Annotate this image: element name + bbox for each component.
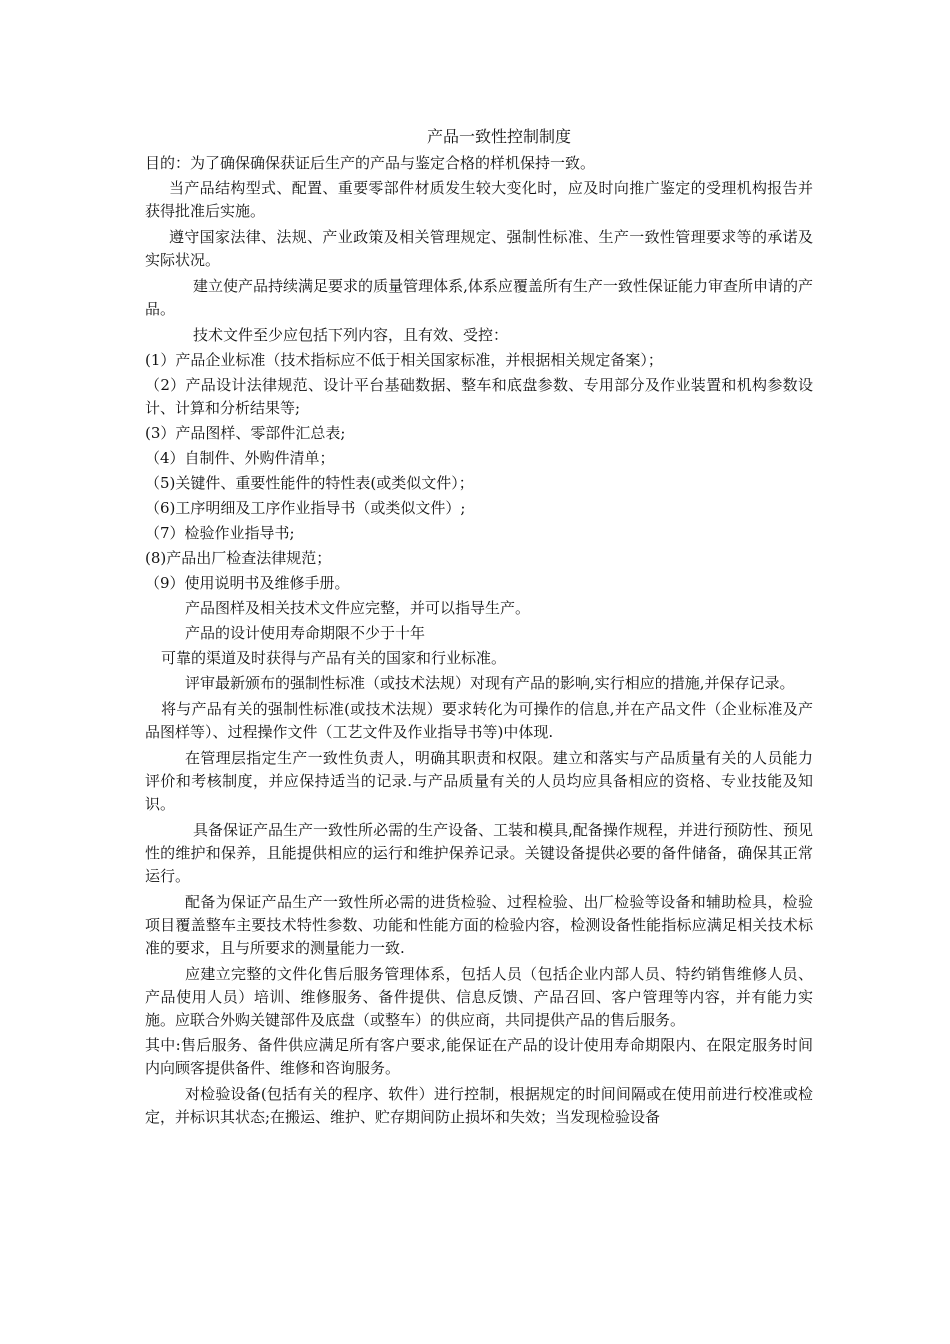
document-page [145, 124, 813, 1132]
paragraph-technical-docs: 技术文件至少应包括下列内容，且有效、受控： [193, 326, 509, 344]
paragraph-structure-change: 当产品结构型式、配置、重要零部件材质发生较大变化时，应及时向推广鉴定的受理机构报告并获得批准后实施。 [145, 179, 813, 220]
paragraph-inspection: 配备为保证产品生产一致性所必需的进货检验、过程检验、出厂检验等设备和辅助检具，检验项目覆盖整车主要技术特性参数、功能和性能方面的检验内容，检测设备性能指标应满足相关技术标准的要求，且与所要求的测量能力一致. [145, 893, 813, 957]
document-title: 产品一致性控制制度 [426, 127, 571, 146]
paragraph-compliance: 遵守国家法律、法规、产业政策及相关管理规定、强制性标准、生产一致性管理要求等的承诺及实际状况。 [145, 228, 813, 269]
list-item: (3）产品图样、零部件汇总表; [145, 424, 346, 442]
list-item: （7）检验作业指导书; [145, 524, 295, 542]
paragraph-quality-system: 建立使产品持续满足要求的质量管理体系,体系应覆盖所有生产一致性保证能力审查所申请的产品。 [145, 277, 813, 318]
paragraph-purpose: 目的：为了确保确保获证后生产的产品与鉴定合格的样机保持一致。 [145, 154, 596, 172]
paragraph-service-life: 产品的设计使用寿命期限不少于十年 [185, 624, 426, 642]
paragraph-after-sales-detail: 其中:售后服务、备件供应满足所有客户要求,能保证在产品的设计使用寿命期限内、在限定服务时间内向顾客提供备件、维修和咨询服务。 [145, 1036, 813, 1077]
paragraph-after-sales: 应建立完整的文件化售后服务管理体系，包括人员（包括企业内部人员、特约销售维修人员、产品使用人员）培训、维修服务、备件提供、信息反馈、产品召回、客户管理等内容，并有能力实施。应联合外购关键部件及底盘（或整车）的供应商，共同提供产品的售后服务。 [145, 965, 813, 1029]
paragraph-review-standards: 评审最新颁布的强制性标准（或技术法规）对现有产品的影响,实行相应的措施,并保存记录。 [185, 674, 795, 692]
paragraph-drawings: 产品图样及相关技术文件应完整，并可以指导生产。 [185, 599, 531, 617]
paragraph-management: 在管理层指定生产一致性负责人，明确其职责和权限。建立和落实与产品质量有关的人员能力评价和考核制度，并应保持适当的记录.与产品质量有关的人员均应具备相应的资格、专业技能及知识。 [145, 749, 813, 813]
list-item: （5)关键件、重要性能件的特性表(或类似文件）； [145, 474, 474, 492]
list-item: （2）产品设计法律规范、设计平台基础数据、整车和底盘参数、专用部分及作业装置和机构参数设计、计算和分析结果等; [145, 376, 813, 417]
paragraph-standards-channel: 可靠的渠道及时获得与产品有关的国家和行业标准。 [161, 649, 507, 667]
paragraph-convert-requirements: 将与产品有关的强制性标准(或技术法规）要求转化为可操作的信息,并在产品文件（企业标准及产品图样等）、过程操作文件（工艺文件及作业指导书等)中体现. [145, 700, 813, 741]
list-item: （6)工序明细及工序作业指导书（或类似文件）; [145, 499, 466, 517]
list-item: （9）使用说明书及维修手册。 [145, 574, 350, 592]
list-item: (1）产品企业标准（技术指标应不低于相关国家标准，并根据相关规定备案）； [145, 351, 663, 369]
paragraph-equipment: 具备保证产品生产一致性所必需的生产设备、工装和模具,配备操作规程，并进行预防性、预见性的维护和保养，且能提供相应的运行和维护保养记录。关键设备提供必要的备件储备，确保其正常运行。 [145, 821, 813, 885]
list-item: （4）自制件、外购件清单； [145, 449, 335, 467]
paragraph-device-control: 对检验设备(包括有关的程序、软件）进行控制，根据规定的时间间隔或在使用前进行校准或检定，并标识其状态;在搬运、维护、贮存期间防止损坏和失效；当发现检验设备 [145, 1085, 813, 1126]
list-item: (8)产品出厂检查法律规范； [145, 549, 332, 567]
